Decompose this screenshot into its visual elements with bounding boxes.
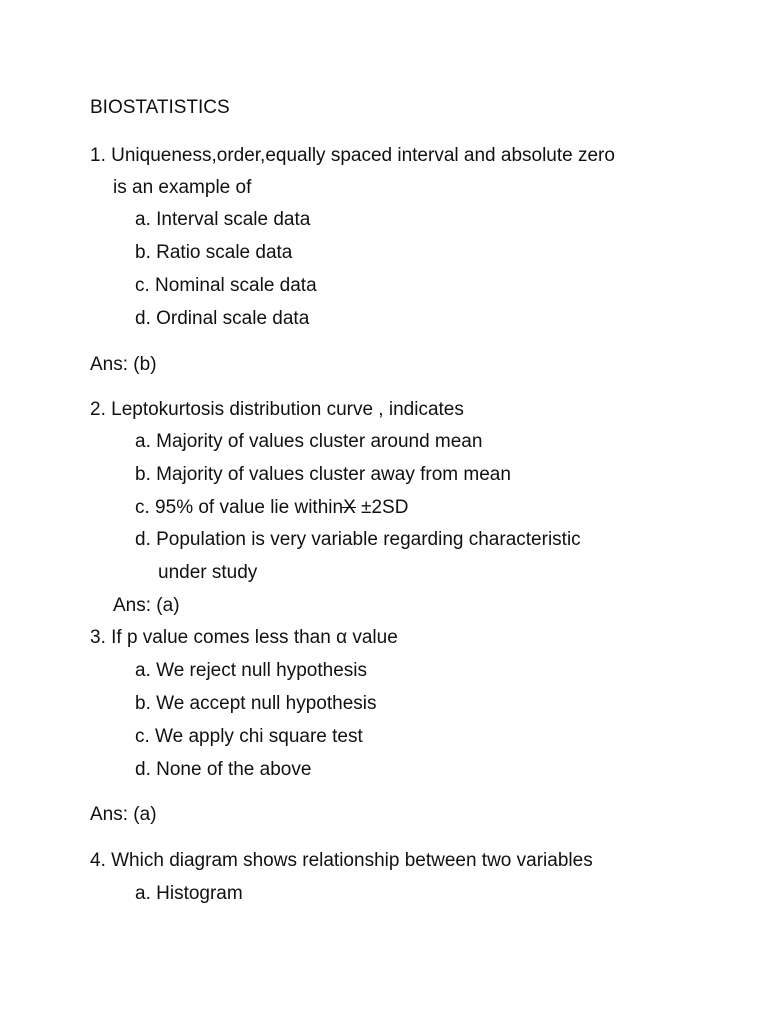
question-2-stem: 2. Leptokurtosis distribution curve , indicates	[90, 399, 464, 420]
question-3-option-a: a. We reject null hypothesis	[135, 660, 367, 681]
question-3-option-d: d. None of the above	[135, 759, 312, 780]
question-4-option-a: a. Histogram	[135, 883, 243, 904]
question-4-stem: 4. Which diagram shows relationship between two variables	[90, 850, 593, 871]
question-2-option-b: b. Majority of values cluster away from mean	[135, 464, 511, 485]
question-2-answer: Ans: (a)	[113, 595, 180, 616]
question-1-option-d: d. Ordinal scale data	[135, 308, 310, 329]
question-2-option-a: a. Majority of values cluster around mean	[135, 431, 483, 452]
question-2-option-c-tail: ±2SD	[355, 497, 409, 518]
question-3-option-c: c. We apply chi square test	[135, 726, 363, 747]
question-2-option-d-continued: under study	[158, 562, 258, 583]
question-1-stem: 1. Uniqueness,order,equally spaced interval and absolute zero	[90, 145, 615, 166]
document-title: BIOSTATISTICS	[90, 97, 230, 118]
question-2-option-c-text: c. 95% of value lie within	[135, 497, 344, 518]
question-2-option-d: d. Population is very variable regarding characteristic	[135, 529, 581, 550]
question-3-stem: 3. If p value comes less than α value	[90, 627, 398, 648]
question-2-option-c	[135, 497, 408, 520]
question-3-answer: Ans: (a)	[90, 804, 157, 825]
question-1-stem-continued: is an example of	[113, 177, 252, 198]
x-bar-symbol: X	[343, 497, 356, 518]
question-1-answer: Ans: (b)	[90, 354, 157, 375]
question-1-option-b: b. Ratio scale data	[135, 242, 293, 263]
question-1-option-a: a. Interval scale data	[135, 209, 311, 230]
question-1-option-c: c. Nominal scale data	[135, 275, 317, 296]
question-3-option-b: b. We accept null hypothesis	[135, 693, 377, 714]
